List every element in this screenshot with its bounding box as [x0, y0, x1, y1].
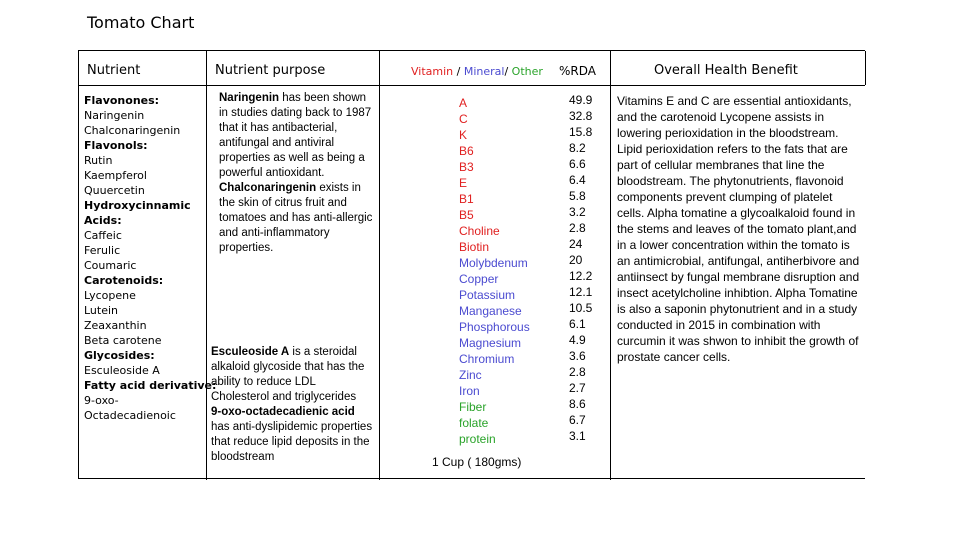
nutrient-list	[84, 93, 216, 423]
legend-vitamin: Vitamin	[411, 65, 454, 78]
purpose-desc: exists in the skin of citrus fruit and tomatoes and has anti-allergic and anti-inflammatory properties.	[219, 182, 373, 254]
rda-value: 3.2	[569, 205, 586, 219]
nutrient-group-heading: Acids:	[84, 214, 122, 227]
nutrient-item: 9-oxo-	[84, 394, 119, 407]
rda-value: 6.7	[569, 413, 586, 427]
nutrient-item: Caffeic	[84, 229, 122, 242]
other-item: Fiber	[459, 400, 487, 414]
purpose-name: Chalconaringenin	[219, 182, 317, 194]
purpose-name: Esculeoside A	[211, 346, 290, 358]
rda-value: 12.1	[569, 285, 593, 299]
rda-value: 8.6	[569, 397, 586, 411]
rda-value: 3.6	[569, 349, 586, 363]
vitamin-item: E	[459, 176, 468, 190]
nutrient-item: Kaempferol	[84, 169, 147, 182]
purpose-desc: has been shown in studies dating back to 1987 that it has antibacterial, antifungal and antiviral properties as well as being a powerful antioxidant.	[219, 92, 372, 179]
mineral-item: Magnesium	[459, 336, 522, 350]
vitamin-item: C	[459, 112, 468, 126]
rda-value: 10.5	[569, 301, 593, 315]
legend-sep: /	[504, 65, 512, 78]
column-divider	[610, 51, 611, 480]
vitamin-item: K	[459, 128, 468, 142]
purpose-name: 9-oxo-octadecadienic acid	[211, 406, 355, 418]
other-item: protein	[459, 432, 496, 446]
rda-value: 2.8	[569, 221, 586, 235]
rda-value: 24	[569, 237, 583, 251]
rda-value: 15.8	[569, 125, 593, 139]
legend-sep: /	[453, 65, 464, 78]
rda-value: 6.6	[569, 157, 586, 171]
legend-mineral: Mineral	[463, 65, 505, 78]
vitamin-item: B1	[459, 192, 474, 206]
header-legend	[411, 65, 543, 78]
vitamin-item: A	[459, 96, 468, 110]
nutrient-group-heading: Fatty acid derivative:	[84, 379, 217, 392]
purpose-name: Naringenin	[219, 92, 280, 104]
rda-list	[569, 92, 592, 444]
nutrient-group-heading: Glycosides:	[84, 349, 155, 362]
nutrition-table	[78, 50, 865, 479]
nutrient-item: Beta carotene	[84, 334, 162, 347]
nutrient-item: Lycopene	[84, 289, 136, 302]
rda-value: 49.9	[569, 93, 593, 107]
mineral-item: Molybdenum	[459, 256, 528, 270]
rda-value: 2.7	[569, 381, 586, 395]
nutrient-item: Quuercetin	[84, 184, 145, 197]
vitamin-item: B6	[459, 144, 474, 158]
vitamin-item: Choline	[459, 224, 500, 238]
mineral-item: Chromium	[459, 352, 515, 366]
rda-value: 3.1	[569, 429, 586, 443]
purpose-desc: has anti-dyslipidemic properties that reduce lipid deposits in the bloodstream	[211, 421, 373, 463]
header-purpose: Nutrient purpose	[215, 63, 326, 78]
vitamin-item: B5	[459, 208, 474, 222]
nutrient-item: Esculeoside A	[84, 364, 160, 377]
rda-value: 4.9	[569, 333, 586, 347]
mineral-item: Potassium	[459, 288, 516, 302]
header-benefit: Overall Health Benefit	[654, 63, 798, 78]
mineral-item: Zinc	[459, 368, 482, 382]
health-benefit-text: Vitamins E and C are essential antioxidants, and the carotenoid Lycopene assists in lowering perioxidation in the bloodstream. Lipid perioxidation refers to the fats that are part of cellular membranes that line the bloodstream. The phytonutrients, flavonoid components prevent clumping of platelet cells. Alpha tomatine a glycoalkaloid found in the stems and leaves of the tomato plant,and in a lower concentration within the tomato is an antimicrobial, antifungal, antiherbivore and antiinsect by fungal membrane disruption and insect acetylcholine inhibtion. Alpha Tomatine is also a saponin phytonutrient and in a study conducted in 2015 in combination with curcumin it was shwon to inhibit the growth of prostate cancer cells.	[617, 94, 860, 364]
rda-value: 2.8	[569, 365, 586, 379]
serving-size: 1 Cup ( 180gms)	[432, 455, 522, 469]
purpose-text-flavonones	[219, 91, 374, 256]
header-nutrient: Nutrient	[87, 63, 141, 78]
rda-value: 6.4	[569, 173, 586, 187]
vitamin-list	[459, 95, 530, 447]
header-rda: %RDA	[559, 64, 596, 78]
mineral-item: Phosphorous	[459, 320, 530, 334]
purpose-text-glycosides	[211, 345, 376, 465]
nutrient-item: Lutein	[84, 304, 119, 317]
page-title: Tomato Chart	[87, 13, 195, 32]
vitamin-item: Biotin	[459, 240, 490, 254]
rda-value: 6.1	[569, 317, 586, 331]
nutrient-item: Octadecadienoic	[84, 409, 176, 422]
nutrient-item: Zeaxanthin	[84, 319, 147, 332]
nutrient-group-heading: Carotenoids:	[84, 274, 164, 287]
nutrient-group-heading: Flavonols:	[84, 139, 148, 152]
nutrient-group-heading: Flavonones:	[84, 94, 160, 107]
nutrient-group-heading: Hydroxycinnamic	[84, 199, 191, 212]
rda-value: 12.2	[569, 269, 593, 283]
nutrient-item: Naringenin	[84, 109, 145, 122]
table-header	[79, 51, 865, 86]
purpose-desc: is a steroidal alkaloid glycoside that has the ability to reduce LDL Cholesterol and triglycerides	[211, 346, 365, 403]
nutrient-item: Chalconaringenin	[84, 124, 181, 137]
mineral-item: Copper	[459, 272, 499, 286]
nutrient-item: Rutin	[84, 154, 113, 167]
other-item: folate	[459, 416, 489, 430]
legend-other: Other	[511, 65, 543, 78]
mineral-item: Iron	[459, 384, 480, 398]
rda-value: 8.2	[569, 141, 586, 155]
nutrient-item: Coumaric	[84, 259, 137, 272]
column-divider	[379, 51, 380, 480]
rda-value: 32.8	[569, 109, 593, 123]
rda-value: 5.8	[569, 189, 586, 203]
mineral-item: Manganese	[459, 304, 522, 318]
vitamin-item: B3	[459, 160, 474, 174]
column-divider	[865, 51, 866, 85]
nutrient-item: Ferulic	[84, 244, 121, 257]
rda-value: 20	[569, 253, 583, 267]
